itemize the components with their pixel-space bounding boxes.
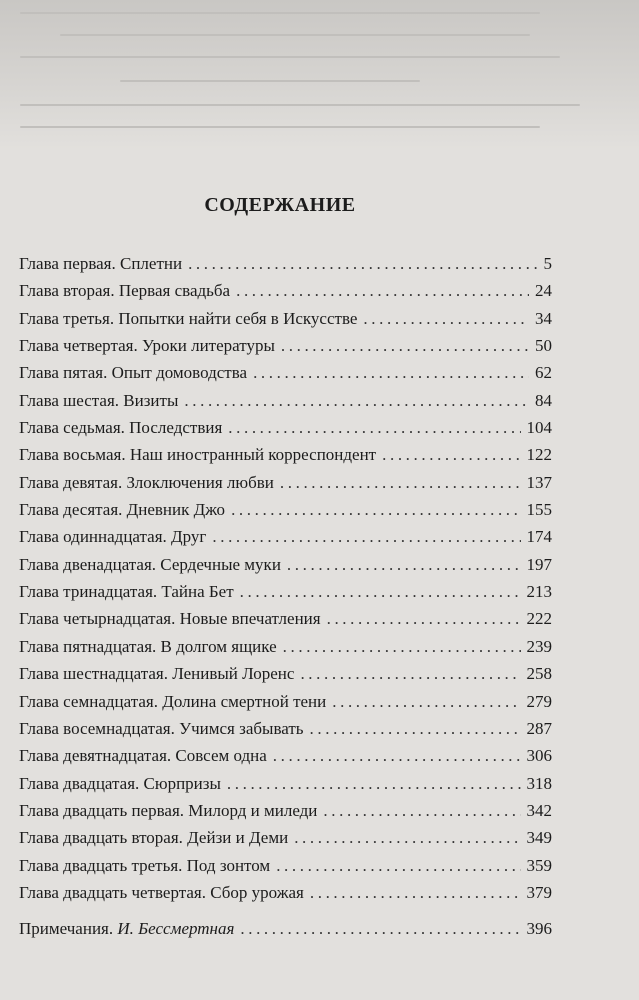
dot-leader: [280, 469, 521, 496]
page-title: СОДЕРЖАНИЕ: [204, 194, 356, 216]
page-number: 197: [526, 554, 552, 574]
dot-leader: [212, 523, 520, 550]
page-number: 222: [526, 609, 552, 629]
notes-page-number: 396: [526, 919, 552, 938]
chapter-title: Глава одиннадцатая. Друг: [19, 527, 207, 547]
dot-leader: [310, 715, 521, 742]
dot-leader: [273, 742, 521, 769]
chapter-title: Глава первая. Сплетни: [19, 254, 183, 273]
page-number: 287: [526, 718, 552, 738]
notes-author: И. Бессмертная: [117, 919, 235, 938]
toc-entry[interactable]: [19, 359, 552, 386]
toc-entry[interactable]: [19, 824, 552, 851]
toc-entry[interactable]: [19, 879, 552, 906]
page-number: 306: [526, 746, 552, 766]
toc-entry[interactable]: [19, 551, 552, 578]
bleed-line: [20, 104, 580, 106]
dot-leader: [236, 277, 529, 304]
chapter-title: Глава двадцать третья. Под зонтом: [19, 855, 271, 875]
page-number: 239: [526, 636, 552, 656]
chapter-title: Глава третья. Попытки найти себя в Искусстве: [19, 308, 358, 328]
toc-entry[interactable]: [19, 441, 552, 468]
bleed-line: [60, 34, 530, 36]
toc-entry[interactable]: [19, 469, 552, 496]
toc-entry[interactable]: [19, 277, 552, 304]
dot-leader: [363, 305, 529, 332]
chapter-title: Глава восемнадцатая. Учимся забывать: [19, 718, 304, 738]
chapter-title: Глава восьмая. Наш иностранный корреспондент: [19, 445, 377, 465]
chapter-title: Глава тринадцатая. Тайна Бет: [19, 582, 234, 602]
bleed-line: [20, 126, 540, 128]
dot-leader: [287, 551, 521, 578]
page-number: 5: [543, 254, 552, 273]
chapter-title: Глава двадцать первая. Милорд и миледи: [19, 800, 318, 820]
page-number: 379: [526, 882, 552, 902]
page-number: 359: [526, 855, 552, 875]
dot-leader: [332, 688, 520, 715]
chapter-title: Глава двадцать четвертая. Сбор урожая: [19, 882, 304, 902]
toc-entry[interactable]: [19, 523, 552, 550]
bleed-through-text: [0, 0, 639, 150]
dot-leader: [240, 578, 521, 605]
chapter-title: Глава двадцатая. Сюрпризы: [19, 773, 221, 793]
dot-leader: [283, 633, 521, 660]
dot-leader: [184, 387, 529, 414]
page-number: 50: [535, 336, 552, 356]
toc-entry[interactable]: [19, 578, 552, 605]
chapter-title: Глава двадцать вторая. Дейзи и Деми: [19, 828, 289, 848]
page-number: 279: [526, 691, 552, 711]
chapter-title: Глава шестая. Визиты: [19, 390, 179, 410]
dot-leader: [323, 797, 520, 824]
bleed-line: [120, 80, 420, 82]
dot-leader: [281, 332, 529, 359]
notes-label: Примечания.: [19, 919, 114, 938]
dot-leader: [276, 852, 520, 879]
dot-leader: [188, 250, 537, 277]
chapter-title: Глава пятнадцатая. В долгом ящике: [19, 636, 277, 656]
chapter-title: Глава четырнадцатая. Новые впечатления: [19, 609, 321, 629]
toc-entry[interactable]: [19, 797, 552, 824]
chapter-title: Глава девятая. Злоключения любви: [19, 472, 274, 492]
page-number: 174: [526, 527, 552, 547]
dot-leader: [327, 605, 521, 632]
page-number: 342: [526, 800, 552, 820]
page-number: 84: [535, 390, 552, 410]
toc-entry[interactable]: [19, 742, 552, 769]
page-number: 258: [526, 664, 552, 684]
toc-entry[interactable]: [19, 414, 552, 441]
dot-leader: [231, 496, 520, 523]
page-number: 122: [526, 445, 552, 465]
toc-entry[interactable]: [19, 305, 552, 332]
toc-entry[interactable]: [19, 715, 552, 742]
page-number: 34: [535, 308, 552, 328]
chapter-title: Глава семнадцатая. Долина смертной тени: [19, 691, 327, 711]
page-number: 137: [526, 472, 552, 492]
dot-leader: [228, 414, 520, 441]
toc-entry[interactable]: [19, 688, 552, 715]
dot-leader: [294, 824, 520, 851]
dot-leader: [227, 770, 521, 797]
page-number: 24: [535, 281, 552, 301]
chapter-title: Глава четвертая. Уроки литературы: [19, 336, 275, 356]
table-of-contents: [19, 250, 552, 906]
page-number: 213: [526, 582, 552, 602]
page-number: 318: [526, 773, 552, 793]
toc-entry[interactable]: [19, 633, 552, 660]
chapter-title: Глава девятнадцатая. Совсем одна: [19, 746, 267, 766]
notes-label-group: [19, 915, 234, 942]
chapter-title: Глава вторая. Первая свадьба: [19, 281, 231, 301]
chapter-title: Глава шестнадцатая. Ленивый Лоренс: [19, 664, 295, 684]
dot-leader: [310, 879, 521, 906]
toc-entry[interactable]: [19, 770, 552, 797]
dot-leader: [253, 359, 529, 386]
chapter-title: Глава пятая. Опыт домоводства: [19, 363, 248, 383]
bleed-line: [20, 12, 540, 14]
page-number: 104: [526, 418, 552, 438]
dot-leader: [300, 660, 520, 687]
toc-entry[interactable]: [19, 332, 552, 359]
page-number: 155: [526, 500, 552, 520]
page-number: 62: [535, 363, 552, 383]
chapter-title: Глава двенадцатая. Сердечные муки: [19, 554, 281, 574]
page-number: 349: [526, 828, 552, 848]
dot-leader: [382, 441, 520, 468]
chapter-title: Глава седьмая. Последствия: [19, 418, 223, 438]
toc-entry[interactable]: [19, 250, 552, 277]
bleed-line: [20, 56, 560, 58]
toc-entry[interactable]: [19, 660, 552, 687]
toc-entry[interactable]: [19, 387, 552, 414]
toc-entry[interactable]: [19, 496, 552, 523]
chapter-title: Глава десятая. Дневник Джо: [19, 500, 226, 520]
notes-entry[interactable]: [19, 915, 552, 942]
dot-leader: [240, 915, 520, 942]
toc-entry[interactable]: [19, 605, 552, 632]
toc-entry[interactable]: [19, 852, 552, 879]
